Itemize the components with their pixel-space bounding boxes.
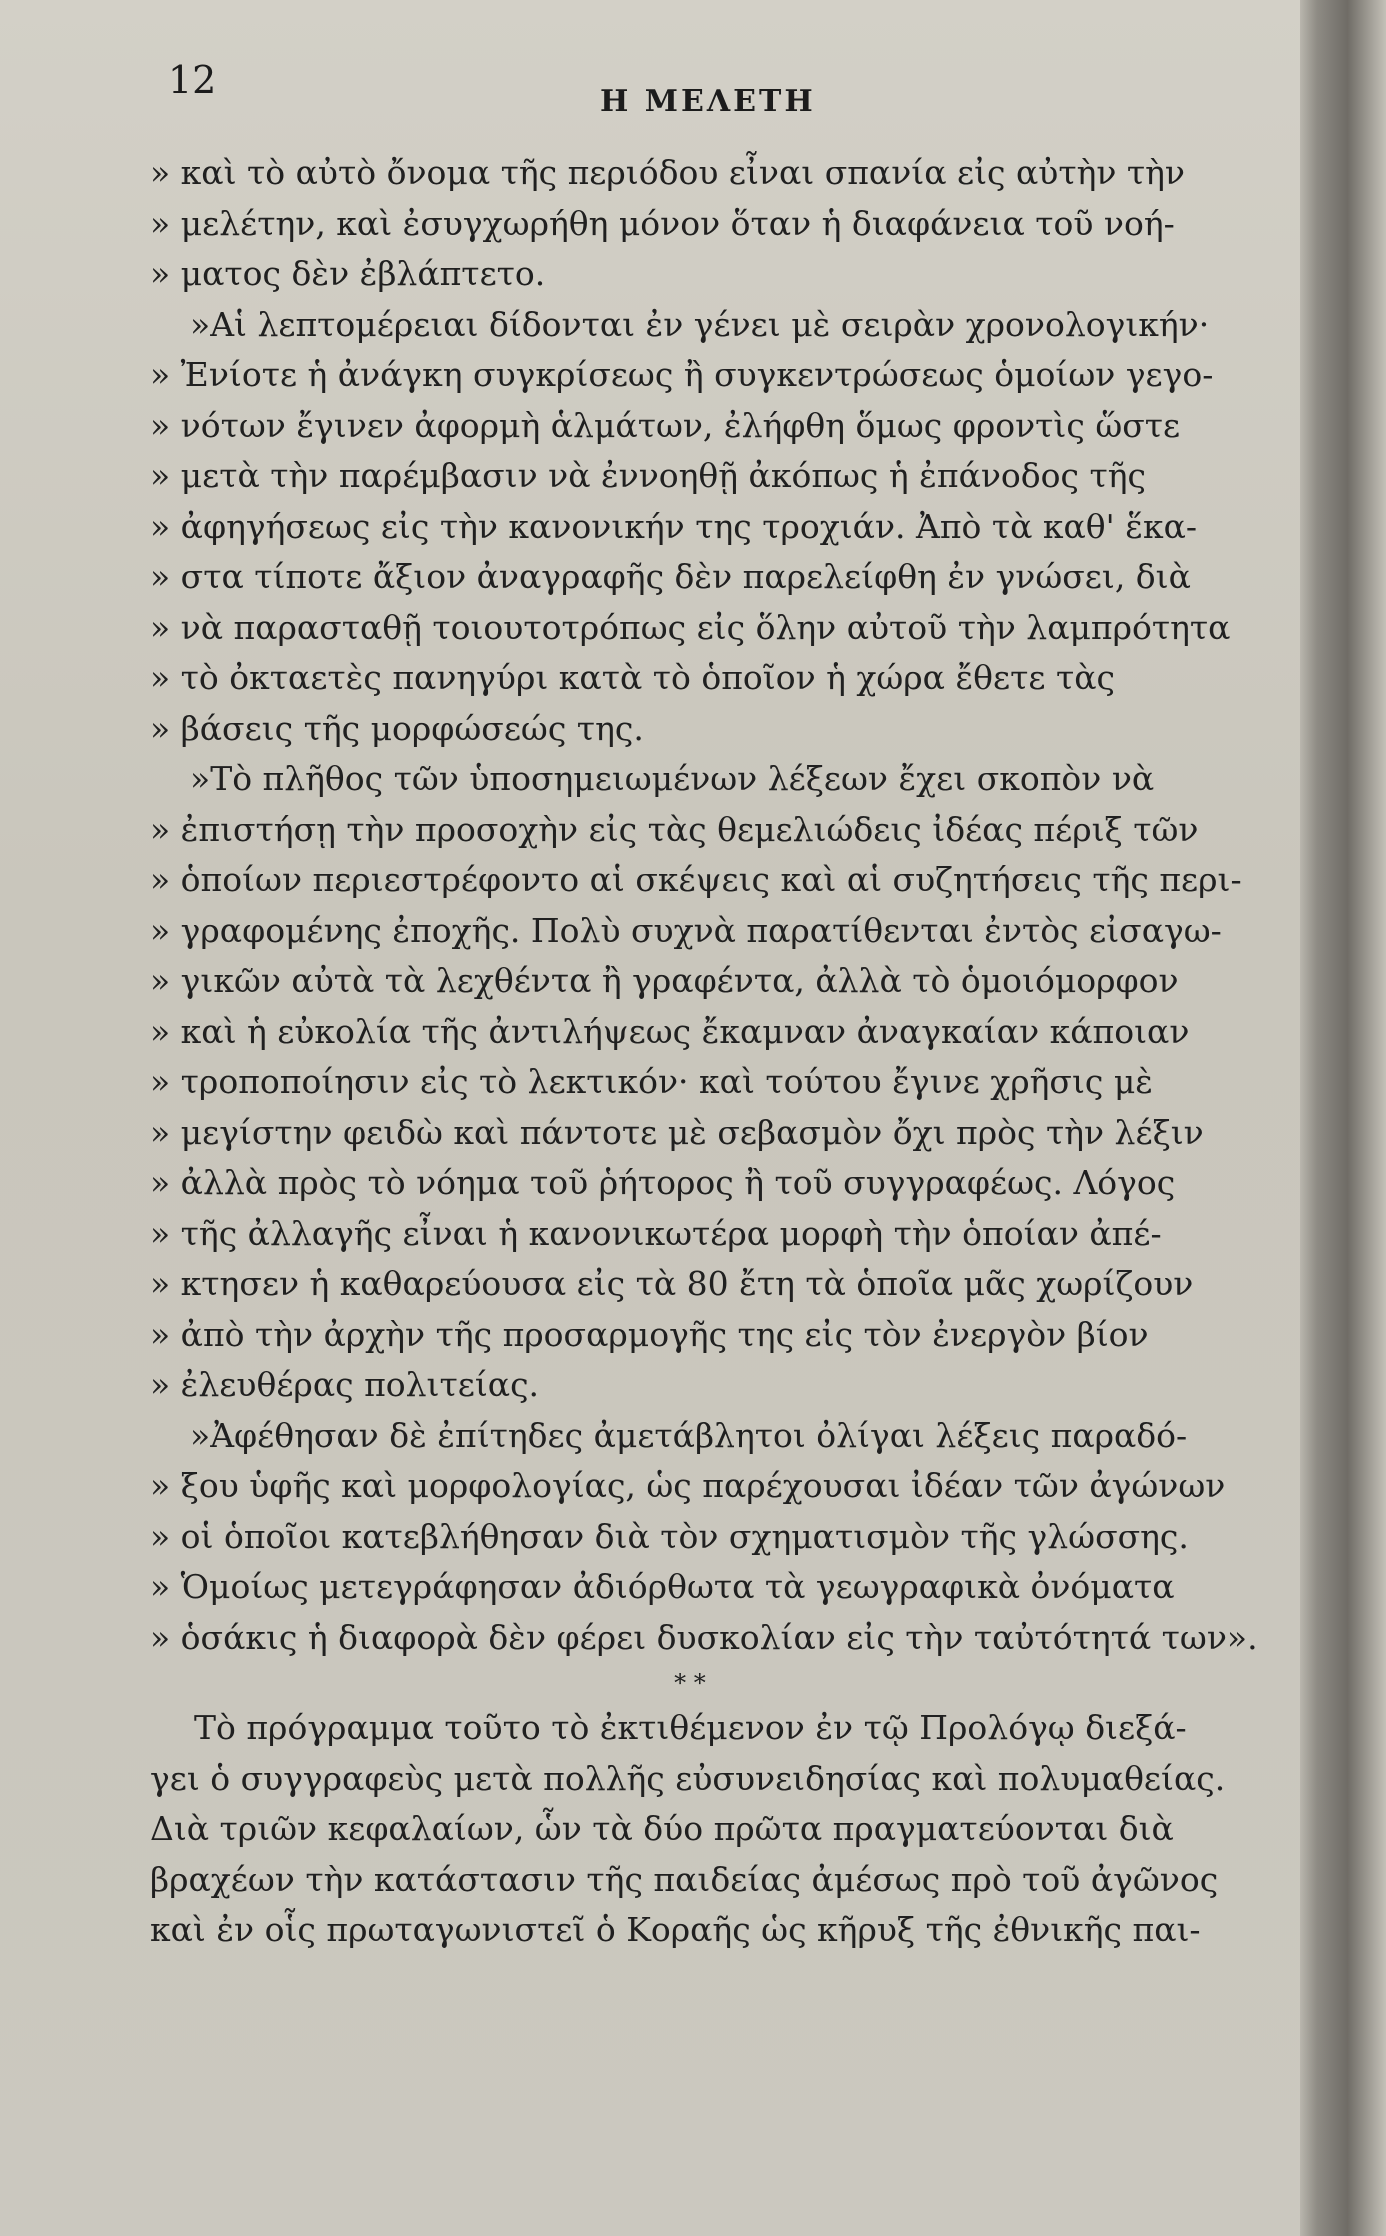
text-line: Διὰ τριῶν κεφαλαίων, ὧν τὰ δύο πρῶτα πραγματεύονται διὰ bbox=[150, 1809, 1174, 1848]
text-line: γει ὁ συγγραφεὺς μετὰ πολλῆς εὐσυνειδησίας καὶ πολυμαθείας. bbox=[150, 1758, 1226, 1798]
text-line: » βάσεις τῆς μορφώσεώς της. bbox=[150, 708, 644, 748]
text-line: » Ὁμοίως μετεγράφησαν ἀδιόρθωτα τὰ γεωγραφικὰ ὀνόματα bbox=[150, 1567, 1175, 1606]
text-line: »Τὸ πλῆθος τῶν ὑποσημειωμένων λέξεων ἔχει σκοπὸν νὰ bbox=[190, 759, 1155, 798]
text-line: » γικῶν αὐτὰ τὰ λεχθέντα ἢ γραφέντα, ἀλλὰ τὸ ὁμοιόμορφον bbox=[150, 961, 1179, 1000]
text-line: » κτησεν ἡ καθαρεύουσα εἰς τὰ 80 ἔτη τὰ ὁποῖα μᾶς χωρίζουν bbox=[150, 1264, 1194, 1303]
text-line: » ἐπιστήσῃ τὴν προσοχὴν εἰς τὰς θεμελιώδεις ἰδέας πέριξ τῶν bbox=[150, 809, 1199, 849]
text-line: » ξου ὑφῆς καὶ μορφολογίας, ὡς παρέχουσαι ἰδέαν τῶν ἀγώνων bbox=[150, 1466, 1226, 1505]
text-line: » ἀφηγήσεως εἰς τὴν κανονικήν της τροχιάν. Ἀπὸ τὰ καθ' ἕκα- bbox=[150, 506, 1198, 546]
text-line: βραχέων τὴν κατάστασιν τῆς παιδείας ἀμέσως πρὸ τοῦ ἀγῶνος bbox=[150, 1859, 1219, 1899]
text-line: καὶ ἐν οἷς πρωταγωνιστεῖ ὁ Κοραῆς ὡς κῆρυξ τῆς ἐθνικῆς παι- bbox=[150, 1910, 1201, 1949]
text-line: » καὶ ἡ εὐκολία τῆς ἀντιλήψεως ἔκαμναν ἀναγκαίαν κάποιαν bbox=[150, 1011, 1190, 1051]
text-line: »Αἱ λεπτομέρειαι δίδονται ἐν γένει μὲ σειρὰν χρονολογικήν· bbox=[190, 304, 1210, 344]
running-head: Η ΜΕΛΕΤΗ bbox=[600, 84, 816, 119]
text-line: » μετὰ τὴν παρέμβασιν νὰ ἐννοηθῇ ἀκόπως ἡ ἐπάνοδος τῆς bbox=[150, 456, 1146, 495]
book-spine bbox=[1300, 0, 1386, 2236]
text-line: » γραφομένης ἐποχῆς. Πολὺ συχνὰ παρατίθενται ἐντὸς εἰσαγω- bbox=[150, 910, 1222, 950]
text-line: » ἐλευθέρας πολιτείας. bbox=[150, 1365, 540, 1404]
text-line: » ὁσάκις ἡ διαφορὰ δὲν φέρει δυσκολίαν εἰς τὴν ταὐτότητά των». bbox=[150, 1617, 1258, 1657]
text-line: » στα τίποτε ἄξιον ἀναγραφῆς δὲν παρελείφθη ἐν γνώσει, διὰ bbox=[150, 557, 1191, 596]
body-text bbox=[150, 148, 1258, 1956]
text-line: » τῆς ἀλλαγῆς εἶναι ἡ κανονικωτέρα μορφὴ τὴν ὁποίαν ἀπέ- bbox=[150, 1213, 1162, 1253]
text-line: » ἀπὸ τὴν ἀρχὴν τῆς προσαρμογῆς της εἰς τὸν ἐνεργὸν βίον bbox=[150, 1314, 1149, 1354]
text-line: » μελέτην, καὶ ἐσυγχωρήθη μόνον ὅταν ἡ διαφάνεια τοῦ νοή- bbox=[150, 203, 1175, 243]
text-line: » καὶ τὸ αὐτὸ ὄνομα τῆς περιόδου εἶναι σπανία εἰς αὐτὴν τὴν bbox=[150, 153, 1185, 192]
text-line: » Ἐνίοτε ἡ ἀνάγκη συγκρίσεως ἢ συγκεντρώσεως ὁμοίων γεγο- bbox=[150, 355, 1214, 394]
page-number: 12 bbox=[168, 58, 217, 102]
text-line: » τροποποίησιν εἰς τὸ λεκτικόν· καὶ τούτου ἔγινε χρῆσις μὲ bbox=[150, 1062, 1154, 1101]
text-line: » νὰ παρασταθῇ τοιουτοτρόπως εἰς ὅλην αὐτοῦ τὴν λαμπρότητα bbox=[150, 607, 1231, 647]
text-line: » ὁποίων περιεστρέφοντο αἱ σκέψεις καὶ αἱ συζητήσεις τῆς περι- bbox=[150, 860, 1242, 899]
text-line: » οἱ ὁποῖοι κατεβλήθησαν διὰ τὸν σχηματισμὸν τῆς γλώσσης. bbox=[150, 1516, 1189, 1556]
text-line: Τὸ πρόγραμμα τοῦτο τὸ ἐκτιθέμενον ἐν τῷ Προλόγῳ διεξά- bbox=[194, 1708, 1187, 1747]
section-separator: * * bbox=[674, 1669, 706, 1697]
text-line: » μεγίστην φειδὼ καὶ πάντοτε μὲ σεβασμὸν ὄχι πρὸς τὴν λέξιν bbox=[150, 1112, 1204, 1152]
text-line: » τὸ ὀκταετὲς πανηγύρι κατὰ τὸ ὁποῖον ἡ χώρα ἔθετε τὰς bbox=[150, 658, 1115, 697]
text-line: » νότων ἔγινεν ἀφορμὴ ἁλμάτων, ἐλήφθη ὅμως φροντὶς ὥστε bbox=[150, 405, 1181, 445]
text-line: » ἀλλὰ πρὸς τὸ νόημα τοῦ ῥήτορος ἢ τοῦ συγγραφέως. Λόγος bbox=[150, 1163, 1176, 1202]
text-line: » ματος δὲν ἐβλάπτετο. bbox=[150, 254, 546, 293]
text-line: »Ἀφέθησαν δὲ ἐπίτηδες ἀμετάβλητοι ὀλίγαι λέξεις παραδό- bbox=[190, 1415, 1188, 1455]
